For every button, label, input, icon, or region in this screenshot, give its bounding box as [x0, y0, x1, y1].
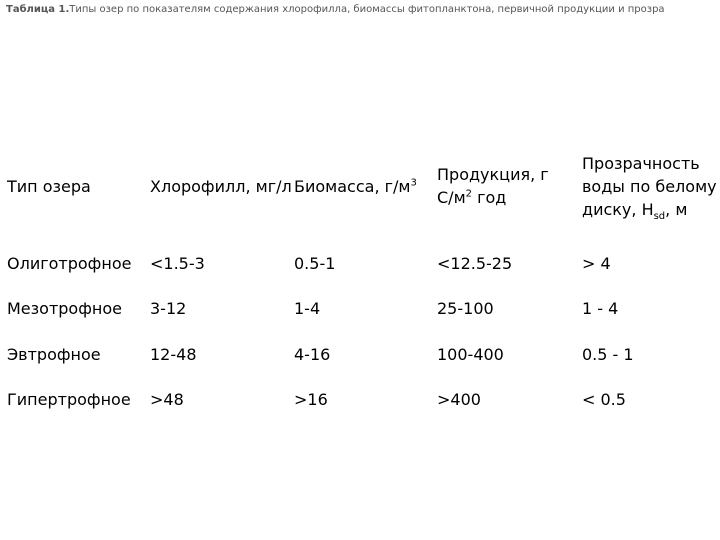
table-cell: 100-400 [437, 344, 504, 364]
table-cell: 3-12 [150, 299, 187, 319]
header-biomass [294, 131, 437, 241]
table-cell: 1-4 [294, 299, 321, 319]
header-biomass-label: Биомасса, г/м [294, 176, 411, 196]
header-production-sup: 2 [465, 188, 473, 200]
header-production-suffix: год [472, 188, 507, 207]
table-row [0, 332, 720, 378]
header-transparency [582, 131, 720, 241]
table-cell: >400 [437, 390, 481, 410]
table-cell: 4-16 [294, 344, 331, 364]
header-lake-type [0, 131, 150, 241]
table-row [0, 378, 720, 424]
caption-label: Таблица 1. [6, 4, 70, 15]
table-cell: 0.5-1 [294, 253, 336, 273]
table-cell: < 0.5 [582, 390, 626, 410]
header-chlorophyll-label: Хлорофилл, мг/л [150, 176, 292, 196]
table-cell: 12-48 [150, 344, 197, 364]
header-transparency-label: Прозрачность воды по белому диску, H [582, 153, 717, 219]
table-cell: <1.5-3 [150, 253, 205, 273]
header-chlorophyll [150, 131, 294, 241]
table-cell: 25-100 [437, 299, 494, 319]
header-transparency-suffix: , м [665, 199, 688, 219]
table-header-row [0, 131, 720, 241]
table-row [0, 287, 720, 333]
table-cell: >48 [150, 390, 184, 410]
table-cell: Олиготрофное [7, 253, 132, 273]
header-transparency-sub: sd [653, 210, 666, 222]
table-cell: 0.5 - 1 [582, 344, 634, 364]
lake-types-table [0, 131, 720, 423]
header-production-line2: С/м [437, 188, 466, 207]
header-biomass-sup: 3 [410, 177, 417, 189]
table-cell: 1 - 4 [582, 299, 619, 319]
header-lake-type-label: Тип озера [7, 176, 91, 196]
table-caption [6, 3, 720, 17]
caption-text: Типы озер по показателям содержания хлорофилла, биомассы фитопланктона, первичной продукции и прозра [69, 4, 665, 15]
table-row [0, 241, 720, 287]
table-cell: >16 [294, 390, 328, 410]
table-cell: > 4 [582, 253, 611, 273]
header-production-line1: Продукция, г [437, 165, 549, 184]
header-production [437, 131, 582, 241]
table-cell: Мезотрофное [7, 299, 122, 319]
table-cell: <12.5-25 [437, 253, 513, 273]
table-cell: Эвтрофное [7, 344, 101, 364]
table-cell: Гипертрофное [7, 390, 131, 410]
